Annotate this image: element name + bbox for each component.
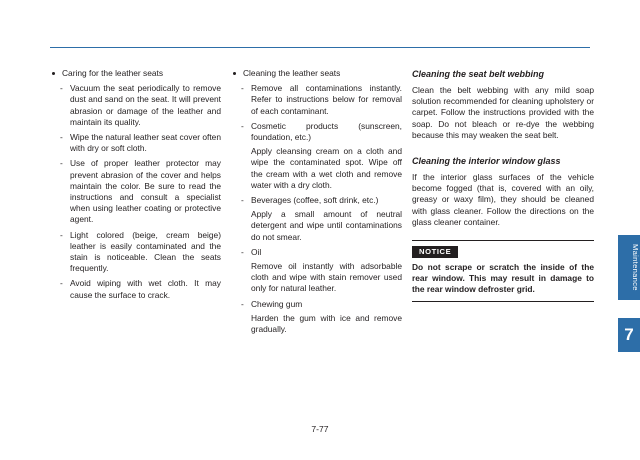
- page-number: 7-77: [311, 424, 329, 434]
- notice-box: [412, 240, 594, 302]
- list-item: [231, 83, 402, 117]
- side-tab-section: [618, 235, 640, 300]
- bullet-label: Cleaning the leather seats: [243, 68, 341, 78]
- dash-marker-icon: -: [60, 158, 63, 169]
- dash-marker-icon: -: [241, 195, 244, 206]
- list-item-text: Cosmetic products (sunscreen, foundation, etc.): [251, 120, 402, 143]
- column-one: [50, 68, 231, 335]
- bullet-dot-icon: [52, 72, 55, 75]
- paragraph: Harden the gum with ice and remove gradually.: [251, 312, 402, 335]
- list-item-text: Oil: [251, 246, 262, 257]
- paragraph: If the interior glass surfaces of the vehicle become fogged (that is, covered with an oily, greasy or waxy film), they should be cleaned with glass cleaner. Follow the directions on the glass cleaner container.: [412, 172, 594, 227]
- side-tab-number: 7: [618, 318, 640, 352]
- dash-marker-icon: -: [60, 83, 63, 94]
- list-item-text: Beverages (coffee, soft drink, etc.): [251, 195, 379, 206]
- list-item: [50, 68, 221, 79]
- notice-badge: NOTICE: [412, 246, 458, 258]
- list-item-text: Avoid wiping with wet cloth. It may cause the surface to crack.: [70, 278, 221, 300]
- list-item-text: Chewing gum: [251, 298, 303, 309]
- list-item: [50, 230, 221, 275]
- list-item: [231, 195, 402, 206]
- list-item: [50, 278, 221, 300]
- list-item: [50, 83, 221, 128]
- list-item-text: Wipe the natural leather seat cover often with dry or soft cloth.: [70, 132, 221, 154]
- list-item-text: Vacuum the seat periodically to remove dust and sand on the seat. It will prevent abrasion or damage of the leather and maintain its quality.: [70, 83, 221, 127]
- column-three: [412, 68, 594, 335]
- paragraph: Remove oil instantly with adsorbable cloth and wipe with stain remover used only for natural leather.: [251, 261, 402, 294]
- bullet-dot-icon: [233, 72, 236, 75]
- dash-marker-icon: -: [60, 229, 63, 240]
- list-item-text: Use of proper leather protector may prevent abrasion of the cover and helps maintain the color. Be sure to read the instructions and consult a specialist when using leather coating or protective agent.: [70, 158, 221, 225]
- dash-marker-icon: -: [241, 246, 244, 257]
- section-heading: Cleaning the seat belt webbing: [412, 69, 545, 79]
- list-item: [231, 299, 402, 310]
- section-heading: Cleaning the interior window glass: [412, 156, 561, 167]
- list-item: [231, 68, 402, 79]
- list-item: [231, 121, 402, 143]
- dash-marker-icon: -: [241, 298, 244, 309]
- paragraph: Apply a small amount of neutral detergent and wipe until contaminations do not smear.: [251, 209, 402, 242]
- dash-marker-icon: -: [60, 132, 63, 143]
- column-two: [231, 68, 412, 335]
- dash-marker-icon: -: [241, 83, 244, 94]
- list-item: [231, 247, 402, 258]
- bullet-label: Caring for the leather seats: [62, 68, 164, 78]
- list-item: [50, 132, 221, 154]
- list-item-text: Light colored (beige, cream beige) leather is easily contaminated and the stain is noticeable. Clean the seats frequently.: [70, 229, 221, 274]
- paragraph: Clean the belt webbing with any mild soap solution recommended for cleaning upholstery or carpet. Follow the instructions provided with the soap. Do not bleach or re-dye the webbing because this may weaken the seat belt.: [412, 85, 594, 140]
- dash-marker-icon: -: [241, 120, 244, 131]
- header-rule: [50, 47, 590, 48]
- notice-text: Do not scrape or scratch the inside of the rear window. This may result in damage to the rear window defroster grid.: [412, 261, 594, 295]
- content-columns: [50, 68, 594, 335]
- list-item: [50, 158, 221, 225]
- side-tab-label: Maintenance: [631, 244, 640, 291]
- dash-marker-icon: -: [60, 278, 63, 289]
- list-item-text: Remove all contaminations instantly. Refer to instructions below for removal of each contaminant.: [251, 83, 402, 116]
- paragraph: Apply cleansing cream on a cloth and wipe the contaminated spot. Wipe off the cream with a wet cloth and remove water with a dry cloth.: [251, 146, 402, 190]
